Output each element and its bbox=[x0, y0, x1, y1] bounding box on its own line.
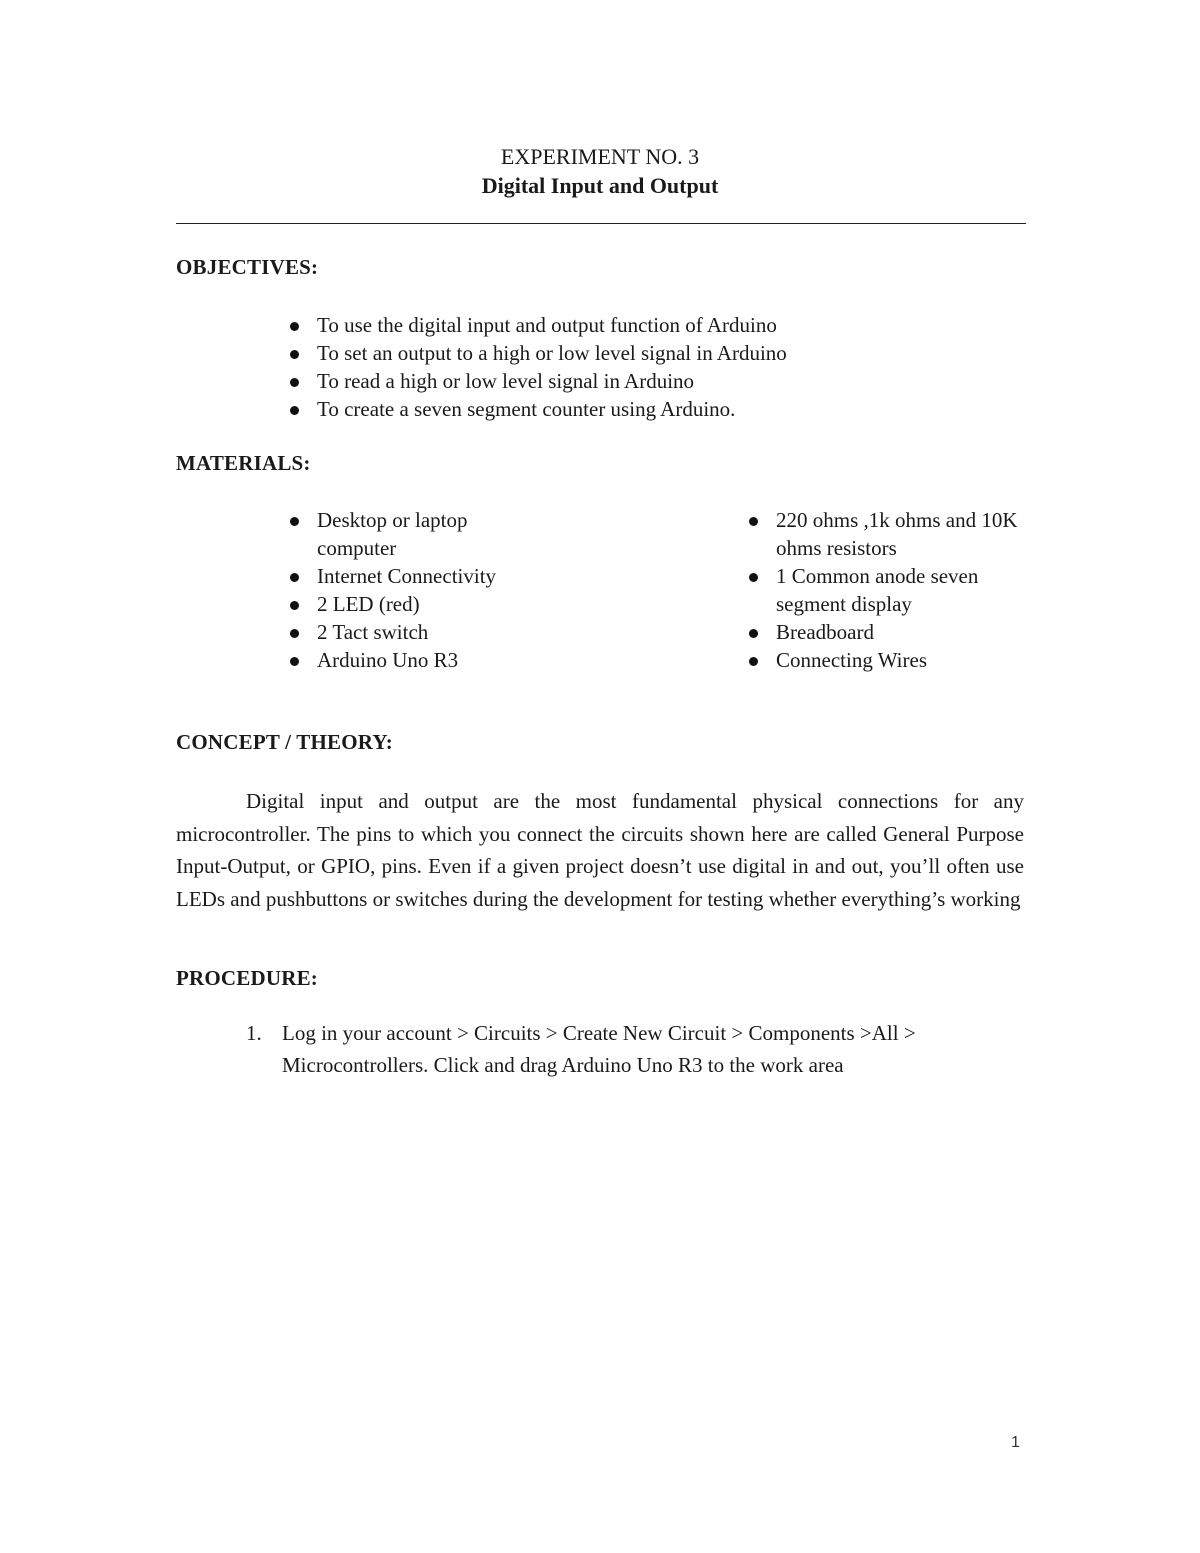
bullet-icon bbox=[290, 406, 299, 415]
material-text: 1 Common anode seven segment display bbox=[776, 564, 979, 616]
bullet-icon bbox=[290, 322, 299, 331]
list-item bbox=[282, 590, 552, 618]
objective-text: To set an output to a high or low level signal in Arduino bbox=[317, 341, 787, 365]
bullet-icon bbox=[749, 629, 758, 638]
list-item bbox=[741, 506, 1031, 562]
title-divider bbox=[176, 223, 1026, 224]
list-item bbox=[741, 618, 1031, 646]
bullet-icon bbox=[290, 629, 299, 638]
material-text: 2 LED (red) bbox=[317, 592, 420, 616]
list-item bbox=[741, 646, 1031, 674]
materials-list-left bbox=[282, 506, 552, 674]
material-text: Internet Connectivity bbox=[317, 564, 497, 588]
list-item bbox=[282, 339, 982, 367]
materials-heading: MATERIALS: bbox=[176, 451, 311, 475]
list-item bbox=[282, 646, 552, 674]
bullet-icon bbox=[290, 573, 299, 582]
material-text: Breadboard bbox=[776, 620, 874, 644]
objective-text: To create a seven segment counter using Arduino. bbox=[317, 397, 736, 421]
document-title: Digital Input and Output bbox=[481, 173, 719, 198]
material-text: Arduino Uno R3 bbox=[317, 648, 459, 672]
bullet-icon bbox=[290, 517, 299, 526]
bullet-icon bbox=[749, 573, 758, 582]
experiment-number: EXPERIMENT NO. 3 bbox=[500, 144, 700, 169]
step-number: 1. bbox=[246, 1021, 262, 1045]
step-text: Log in your account > Circuits > Create New Circuit > Components >All > Microcontrollers. Click and drag Arduino Uno R3 to the work area bbox=[282, 1021, 916, 1077]
material-text: 2 Tact switch bbox=[317, 620, 429, 644]
bullet-icon bbox=[749, 657, 758, 666]
page-number: 1 bbox=[1011, 1434, 1020, 1451]
list-item bbox=[282, 506, 552, 562]
procedure-list bbox=[246, 1017, 1006, 1081]
objective-text: To read a high or low level signal in Arduino bbox=[317, 369, 695, 393]
procedure-step bbox=[246, 1017, 1006, 1081]
materials-list-right bbox=[741, 506, 1031, 674]
bullet-icon bbox=[290, 378, 299, 387]
bullet-icon bbox=[290, 601, 299, 610]
theory-paragraph: Digital input and output are the most fundamental physical connections for any microcontroller. The pins to which you connect the circuits shown here are called General Purpose Input-Output, or GPIO, pins. Even if a given project doesn’t use digital in and out, you’ll often use LEDs and pushbuttons or switches during the development for testing whether everything’s working bbox=[176, 789, 1024, 911]
procedure-heading: PROCEDURE: bbox=[176, 966, 318, 990]
list-item bbox=[282, 395, 982, 423]
material-text: 220 ohms ,1k ohms and 10K ohms resistors bbox=[776, 508, 1018, 560]
list-item bbox=[282, 618, 552, 646]
list-item bbox=[282, 311, 982, 339]
list-item bbox=[282, 367, 982, 395]
list-item bbox=[741, 562, 1031, 618]
objective-text: To use the digital input and output function of Arduino bbox=[317, 313, 777, 337]
bullet-icon bbox=[290, 657, 299, 666]
objectives-heading: OBJECTIVES: bbox=[176, 255, 319, 279]
bullet-icon bbox=[749, 517, 758, 526]
material-text: Desktop or laptop computer bbox=[317, 508, 468, 560]
objectives-list bbox=[282, 311, 982, 423]
list-item bbox=[282, 562, 552, 590]
material-text: Connecting Wires bbox=[776, 648, 927, 672]
bullet-icon bbox=[290, 350, 299, 359]
theory-heading: CONCEPT / THEORY: bbox=[176, 730, 393, 754]
